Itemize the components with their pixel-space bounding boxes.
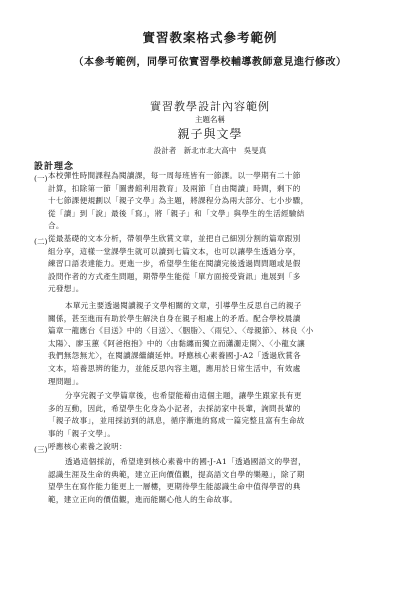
item-3-heading: 呼應核心素養之說明： (48, 442, 127, 451)
item-label-2: (二) (34, 237, 48, 246)
text-line: 元發想」。 (48, 284, 84, 294)
text-line: 設問作者的方式產生問題，期帶學生能從「單方面接受資訊」進展到「多 (48, 271, 301, 281)
section-heading: 設計理念 (34, 162, 75, 172)
lesson-subtitle: 實習教學設計內容範例 (150, 100, 270, 113)
text-line: 關係，甚至進而有助於學生解決自身在親子相處上的矛盾。配合學校晨讀 (48, 313, 301, 323)
item-label-1: (一) (34, 174, 48, 183)
text-line: 分享完親子文學篇章後，也希望能藉由這個主題，讓學生跟家長有更 (65, 391, 302, 400)
text-line: 從最基礎的文本分析，帶領學生欣賞文章，並把自己細別分割的篇章跟別 (48, 234, 301, 243)
item-2-paragraph (48, 233, 301, 296)
document-title: 實習教案格式參考範例 (142, 30, 278, 45)
text-line: 「親子故事」，並用採訪到的訊息，循序漸進的寫成一篇完整且富有生命故 (48, 416, 305, 426)
designer-line: 設計者 新北市北大高中 吳旻真 (153, 146, 267, 155)
document-note: （本參考範例，同學可依實習學校輔導教師意見進行修改） (73, 57, 347, 68)
text-line: 透過這個採訪，希望達到核心素養中的國-J-A1「透過國語文的學習， (65, 457, 307, 466)
item-2-paragraph-c (48, 390, 305, 440)
text-line: 本單元主要透過閱讀親子文學相關的文章，引導學生反思自己的親子 (65, 301, 302, 310)
item-2-paragraph-b (48, 300, 313, 388)
text-line: 計算，扣除第一節「圖書館利用教育」及兩節「自由閱讀」時間，剩下的 (48, 183, 301, 193)
text-line: 範，建立正向的價值觀，進而能關心他人的生命故事。 (48, 494, 238, 504)
text-line: 篇章一龍應台《目送》中的〈目送〉、〈胭脂〉、〈雨兒〉、〈母親節〉、林良〈小 (48, 326, 314, 336)
text-line: 十七節課便規劃以「親子文學」為主題，將課程分為兩大部分、七小步驟， (48, 196, 309, 206)
text-line: 事的「親子文學」。 (48, 428, 116, 438)
text-line: 認識生涯及生命的典範，建立正向價值觀，提高語文自學的樂趣」，除了期 (48, 469, 305, 479)
text-line: 多的互動，因此，希望學生化身為小記者，去採訪家中長輩，詢問長輩的 (48, 403, 301, 413)
text-line: 練習口語表達能力。更進一步，希望學生能在閱讀完後透過問問題或是假 (48, 259, 301, 269)
theme-label: 主題名稱 (195, 115, 225, 124)
item-3-paragraph (48, 456, 306, 506)
text-line: 望學生在寫作能力能更上一層樓，更期待學生能認識生命中值得學習的典 (48, 482, 301, 492)
text-line: 我們無怨無尤〉，在閱讀課繼續延伸。呼應核心素養國-J-A2「透過欣賞各 (48, 351, 301, 361)
text-line: 組分享，這樣一堂課學生就可以讀到七篇文本，也可以讓學生透過分享， (48, 246, 301, 256)
theme-name: 親子與文學 (177, 127, 243, 141)
text-line: 文本，培養思辨的能力，並能反思內容主題，應用於日常生活中，有效處 (48, 363, 301, 373)
text-line: 從「讀」到「說」最後「寫」，將「親子」和「文學」與學生的生活經驗結 (48, 208, 305, 218)
text-line: 太陽〉、廖玉蕙《阿爸抱抱》中的〈由黏纏而獨立而瀟灑走開〉、〈小龍女讓 (48, 338, 305, 348)
item-label-3: (三) (34, 445, 48, 454)
text-line: 合。 (48, 221, 64, 231)
text-line: 理問題」。 (48, 376, 84, 386)
text-line: 本校彈性時間課程為閱讀課，每一周每班皆有一節課。以一學期有二十節 (48, 171, 301, 180)
item-1-paragraph (48, 170, 309, 233)
